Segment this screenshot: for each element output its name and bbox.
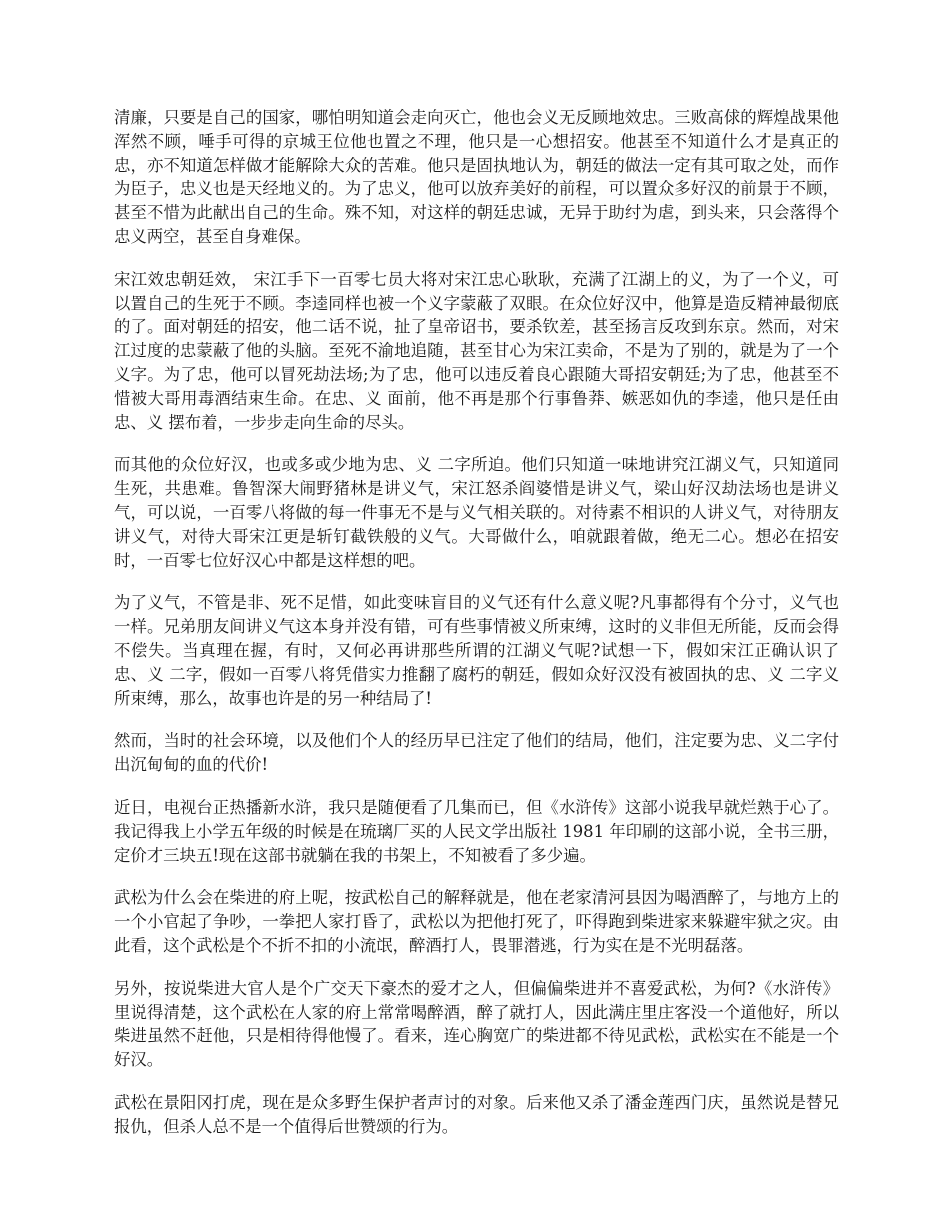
paragraph-9: 武松在景阳冈打虎，现在是众多野生保护者声讨的对象。后来他又杀了潘金莲西门庆，虽然说是替兄报仇，但杀人总不是一个值得后世赞颂的行为。: [114, 1092, 839, 1136]
paragraph-3: 而其他的众位好汉，也或多或少地为忠、义 二字所迫。他们只知道一味地讲究江湖义气，只知道同生死，共患难。鲁智深大闹野猪林是讲义气，宋江怒杀阎婆惜是讲义气，梁山好汉劫法场也是讲义气，可以说，一百零八将做的每一件事无不是与义气相关联的。对待素不相识的人讲义气，对待朋友讲义气，对待大哥宋江更是斩钉截铁般的义气。大哥做什么，咱就跟着做，绝无二心。想必在招安时，一百零七位好汉心中都是这样想的吧。: [114, 455, 839, 570]
paragraph-6: 近日，电视台正热播新水浒，我只是随便看了几集而已，但《水浒传》这部小说我早就烂熟于心了。我记得我上小学五年级的时候是在琉璃厂买的人民文学出版社 1981 年印刷的这部小说，全书三册，定价才三块五!现在这部书就躺在我的书架上，不知被看了多少遍。: [114, 797, 839, 865]
paragraph-8: 另外，按说柴进大官人是个广交天下豪杰的爱才之人，但偏偏柴进并不喜爱武松，为何?《水浒传》里说得清楚，这个武松在人家的府上常常喝醉酒，醉了就打人，因此满庄里庄客没一个道他好，所以柴进虽然不赶他，只是相待得他慢了。看来，连心胸宽广的柴进都不待见武松，武松实在不能是一个好汉。: [114, 978, 839, 1070]
paragraph-4: 为了义气，不管是非、死不足惜，如此变味盲目的义气还有什么意义呢?凡事都得有个分寸，义气也一样。兄弟朋友间讲义气这本身并没有错，可有些事情被义所束缚，这时的义非但无所能，反而会得不偿失。当真理在握，有时，又何必再讲那些所谓的江湖义气呢?试想一下，假如宋江正确认识了忠、义 二字，假如一百零八将凭借实力推翻了腐朽的朝廷，假如众好汉没有被固执的忠、义 二字义所束缚，那么，故事也许是的另一种结局了!: [114, 593, 839, 708]
paragraph-1: 清廉，只要是自己的国家，哪怕明知道会走向灭亡，他也会义无反顾地效忠。三败高俅的辉煌战果他浑然不顾，唾手可得的京城王位他也置之不理，他只是一心想招安。他甚至不知道什么才是真正的忠，亦不知道怎样做才能解除大众的苦难。他只是固执地认为，朝廷的做法一定有其可取之处，而作为臣子，忠义也是天经地义的。为了忠义，他可以放弃美好的前程，可以置众多好汉的前景于不顾，甚至不惜为此献出自己的生命。殊不知，对这样的朝廷忠诚，无异于助纣为虐，到头来，只会落得个忠义两空，甚至自身难保。: [114, 108, 839, 246]
paragraph-2: 宋江效忠朝廷效， 宋江手下一百零七员大将对宋江忠心耿耿，充满了江湖上的义，为了一个义，可以置自己的生死于不顾。李逵同样也被一个义字蒙蔽了双眼。在众位好汉中，他算是造反精神最彻底的了。面对朝廷的招安，他二话不说，扯了皇帝诏书，要杀钦差，甚至扬言反攻到东京。然而，对宋江过度的忠蒙蔽了他的头脑。至死不渝地追随，甚至甘心为宋江卖命，不是为了别的，就是为了一个义字。为了忠，他可以冒死劫法场;为了忠，他可以违反着良心跟随大哥招安朝廷;为了忠，他甚至不惜被大哥用毒酒结束生命。在忠、义 面前，他不再是那个行事鲁莽、嫉恶如仇的李逵，他只是任由忠、义 摆布着，一步步走向生命的尽头。: [114, 269, 839, 432]
paragraph-7: 武松为什么会在柴进的府上呢，按武松自己的解释就是，他在老家清河县因为喝酒醉了，与地方上的一个小官起了争吵，一拳把人家打昏了，武松以为把他打死了，吓得跑到柴进家来躲避牢狱之灾。由此看，这个武松是个不折不扣的小流氓，醉酒打人，畏罪潜逃，行为实在是不光明磊落。: [114, 888, 839, 955]
document-page: [114, 106, 839, 1157]
paragraph-5: 然而，当时的社会环境，以及他们个人的经历早已注定了他们的结局，他们，注定要为忠、义二字付出沉甸甸的血的代价!: [114, 731, 839, 775]
